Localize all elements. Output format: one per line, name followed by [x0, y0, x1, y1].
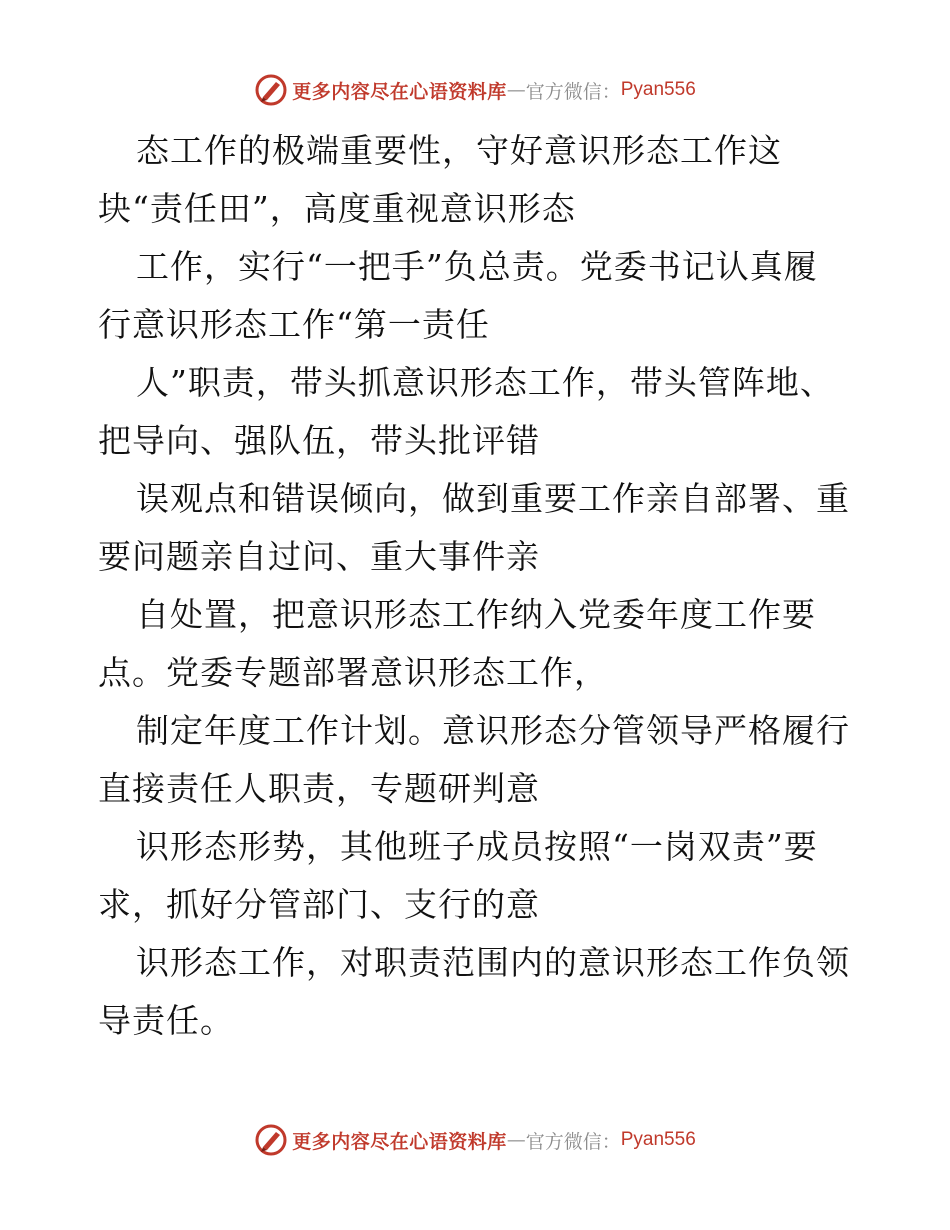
paragraph-line: 识形态工作，对职责范围内的意识形态工作负领 — [136, 943, 850, 982]
watermark-brand-text: 更多内容尽在心语资料库 — [292, 1130, 507, 1153]
paragraph-line: 自处置，把意识形态工作纳入党委年度工作要 — [136, 595, 816, 634]
paragraph-line: 要问题亲自过问、重大事件亲 — [98, 537, 540, 576]
watermark-label: 官方微信： — [525, 1130, 621, 1153]
paragraph-line: 行意识形态工作“第一责任 — [98, 305, 490, 344]
watermark-label: 官方微信： — [525, 80, 621, 103]
pen-logo-icon — [254, 1123, 288, 1157]
watermark-handle: Pyan556 — [620, 79, 696, 100]
paragraph-line: 块“责任田”，高度重视意识形态 — [98, 189, 576, 228]
paragraph-line: 态工作的极端重要性，守好意识形态工作这 — [136, 131, 782, 170]
paragraph-line: 点。党委专题部署意识形态工作， — [98, 653, 608, 692]
paragraph-line: 直接责任人职责，专题研判意 — [98, 769, 540, 808]
paragraph-line: 求，抓好分管部门、支行的意 — [98, 885, 540, 924]
paragraph-line: 制定年度工作计划。意识形态分管领导严格履行 — [136, 711, 850, 750]
watermark-brand-text: 更多内容尽在心语资料库 — [292, 80, 507, 103]
paragraph-line: 工作，实行“一把手”负总责。党委书记认真履 — [136, 247, 818, 286]
header-watermark — [0, 70, 950, 110]
paragraph-line: 误观点和错误倾向，做到重要工作亲自部署、重 — [136, 479, 850, 518]
paragraph-line: 导责任。 — [98, 1001, 234, 1040]
watermark-handle: Pyan556 — [620, 1129, 696, 1150]
paragraph-line: 把导向、强队伍，带头批评错 — [98, 421, 540, 460]
paragraph-line: 识形态形势，其他班子成员按照“一岗双责”要 — [136, 827, 818, 866]
paragraph-line: 人”职责，带头抓意识形态工作，带头管阵地、 — [136, 363, 834, 402]
footer-watermark — [0, 1120, 950, 1160]
pen-logo-icon — [254, 73, 288, 107]
document-body — [98, 122, 858, 1050]
watermark-dash: — — [506, 79, 526, 101]
watermark-dash: — — [506, 1129, 526, 1151]
